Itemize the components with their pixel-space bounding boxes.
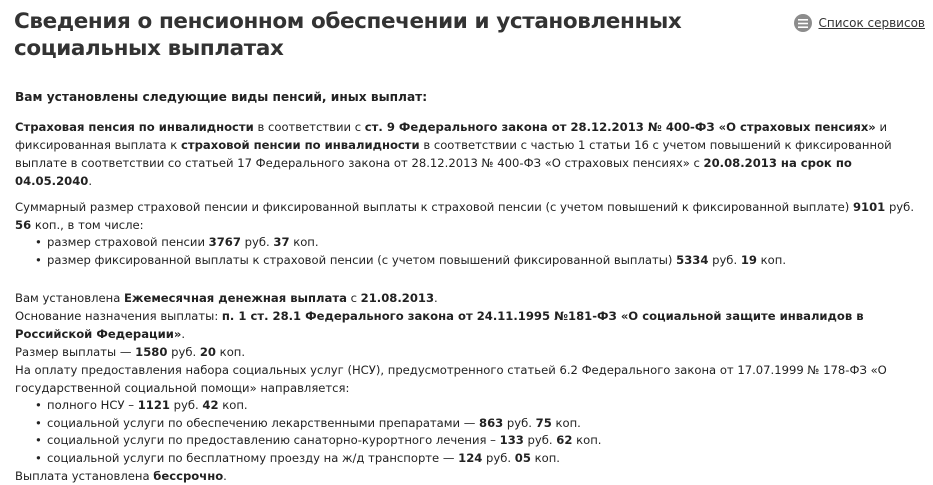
- edv-established: [15, 289, 920, 307]
- text-fragment: руб.: [482, 450, 515, 465]
- text-fragment: социальной услуги по бесплатному проезду на ж/д транспорте —: [47, 450, 459, 465]
- text-fragment: Вам установлена: [15, 291, 125, 305]
- edv-term-value: бессрочно: [153, 469, 224, 483]
- edv-date: 21.08.2013: [360, 291, 435, 305]
- nsu-description: На оплату предоставления набора социальных услуг (НСУ), предусмотренного статьей 6.2 Федерального закона от 17.07.1999 № 178-ФЗ «О государственной социальной помощи» направляется:: [15, 363, 887, 395]
- pension-breakdown-list: [15, 234, 920, 269]
- amount-rub: 124: [458, 450, 483, 465]
- amount-kop: 19: [740, 252, 757, 267]
- services-list-link[interactable]: [794, 14, 925, 32]
- text-fragment: коп.: [289, 235, 319, 249]
- amount-rub: 1580: [135, 345, 168, 359]
- list-item: [35, 415, 920, 433]
- text-fragment: коп.: [530, 450, 560, 465]
- amount-kop: 75: [535, 415, 552, 430]
- pension-info-content: [15, 88, 920, 485]
- text-fragment: размер страховой пенсии: [47, 235, 209, 249]
- text-fragment: коп., в том числе:: [31, 218, 144, 232]
- text-fragment: .: [434, 291, 438, 305]
- text-fragment: коп.: [216, 345, 246, 359]
- text-fragment: руб.: [523, 433, 557, 447]
- text-fragment: и фиксированная выплата к: [15, 120, 888, 152]
- amount-kop: 42: [202, 398, 219, 412]
- text-fragment: в соответствии с частью 1 статьи 16 с учетом повышений к фиксированной выплате в соответствии со статьей 17 Федерального закона от 28.12.2013 № 400-ФЗ «О страховых пенсиях» с: [15, 138, 892, 170]
- text-fragment: руб.: [167, 345, 200, 359]
- text-fragment: социальной услуги по предоставлению санаторно-курортного лечения –: [47, 433, 500, 447]
- list-item: [35, 432, 920, 450]
- nsu-list: [15, 397, 920, 467]
- text-fragment: руб.: [885, 200, 915, 214]
- text-fragment: полного НСУ –: [47, 398, 138, 412]
- list-item: [35, 234, 920, 252]
- amount-kop: 20: [199, 345, 216, 359]
- text-fragment: коп.: [551, 415, 581, 430]
- text-fragment: в соответствии с: [253, 120, 365, 134]
- text-fragment: социальной услуги по обеспечению лекарственными препаратами —: [47, 415, 480, 430]
- pension-type-2: страховой пенсии по инвалидности: [181, 138, 420, 152]
- law-reference: ст. 9 Федерального закона от 28.12.2013 № 400-ФЗ «О страховых пенсиях»: [364, 120, 876, 134]
- amount-kop: 62: [556, 433, 573, 447]
- text-fragment: руб.: [708, 252, 741, 267]
- pension-period: 20.08.2013 на срок по 04.05.2040: [15, 156, 852, 188]
- text-fragment: с: [346, 291, 361, 305]
- text-fragment: .: [181, 327, 186, 341]
- edv-basis: [15, 307, 920, 343]
- text-fragment: Суммарный размер страховой пенсии и фиксированной выплаты к страховой пенсии (с учетом повышений к фиксированной выплате): [15, 200, 853, 214]
- text-fragment: Выплата установлена: [15, 469, 154, 483]
- text-fragment: руб.: [240, 235, 274, 249]
- amount-kop: 37: [273, 235, 290, 249]
- text-fragment: .: [88, 174, 93, 188]
- section-heading: Вам установлены следующие виды пенсий, иных выплат:: [15, 90, 428, 104]
- text-fragment: руб.: [503, 415, 536, 430]
- text-fragment: коп.: [572, 433, 602, 447]
- list-menu-icon[interactable]: [794, 14, 812, 32]
- amount-kop: 05: [514, 450, 531, 465]
- pension-description: [15, 118, 920, 190]
- amount-rub: 863: [479, 415, 504, 430]
- text-fragment: коп.: [756, 252, 787, 267]
- total-rub: 9101: [852, 200, 886, 214]
- text-fragment: размер фиксированной выплаты к страховой пенсии (с учетом повышений фиксированной выплаты): [47, 252, 677, 267]
- edv-law: п. 1 ст. 28.1 Федерального закона от 24.11.1995 №181-ФЗ «О социальной защите инвалидов в Российской Федерации»: [15, 309, 864, 341]
- amount-rub: 5334: [676, 252, 709, 267]
- amount-rub: 1121: [137, 398, 170, 412]
- text-fragment: коп.: [218, 398, 248, 412]
- edv-amount: [15, 343, 920, 361]
- amount-rub: 133: [499, 433, 524, 447]
- list-item: [35, 252, 920, 270]
- text-fragment: .: [223, 469, 227, 483]
- list-item: [35, 397, 920, 415]
- text-fragment: Основание назначения выплаты:: [15, 309, 222, 323]
- edv-term: [15, 467, 920, 485]
- total-kop: 56: [15, 218, 32, 232]
- amount-rub: 3767: [208, 235, 241, 249]
- edv-type: Ежемесячная денежная выплата: [124, 291, 347, 305]
- text-fragment: руб.: [169, 398, 203, 412]
- list-item: [35, 450, 920, 468]
- pension-total: [15, 198, 920, 234]
- page-title: Сведения о пенсионном обеспечении и установленных социальных выплатах: [14, 9, 682, 61]
- text-fragment: Размер выплаты —: [15, 345, 136, 359]
- services-link-label[interactable]: Список сервисов: [818, 16, 925, 30]
- pension-type: Страховая пенсия по инвалидности: [15, 120, 254, 134]
